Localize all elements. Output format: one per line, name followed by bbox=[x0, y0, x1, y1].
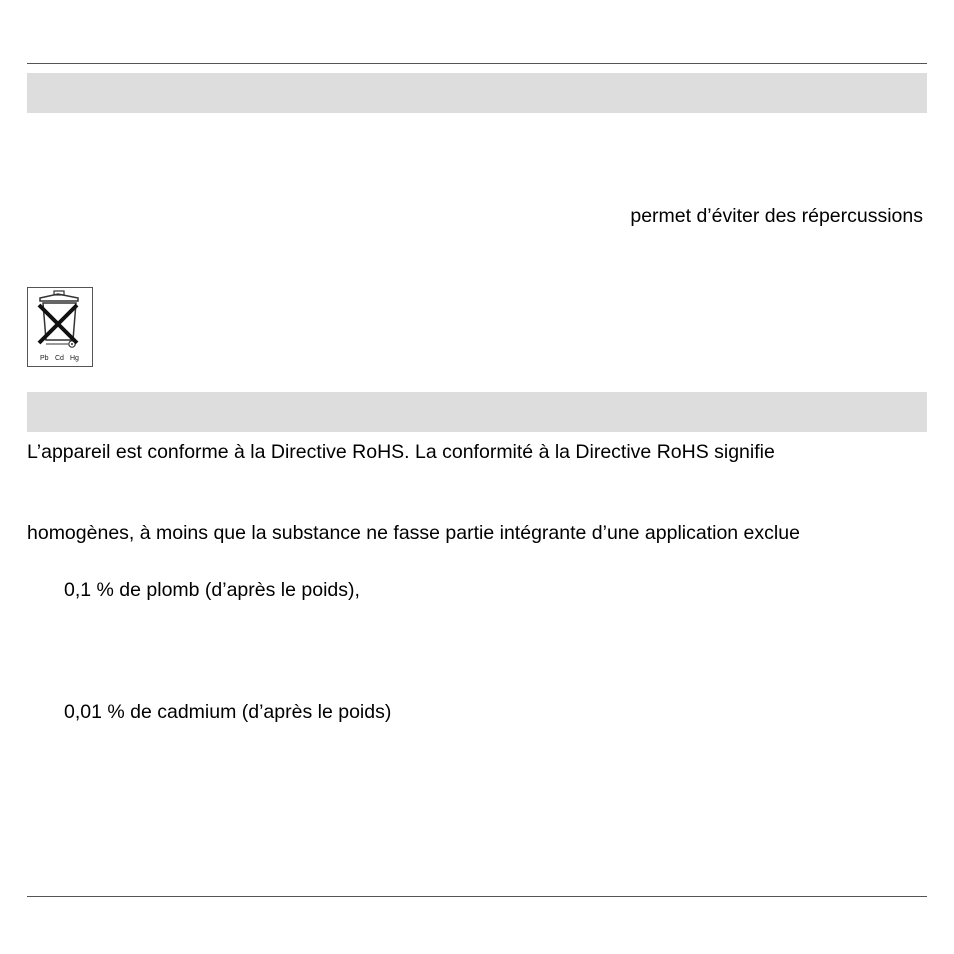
rohs-paragraph-line-2: homogènes, à moins que la substance ne fasse partie intégrante d’une application exclue bbox=[27, 522, 800, 544]
label-hg: Hg bbox=[70, 355, 79, 362]
rohs-paragraph-line-1: L’appareil est conforme à la Directive RoHS. La conformité à la Directive RoHS signifie bbox=[27, 441, 775, 463]
label-pb: Pb bbox=[40, 355, 49, 362]
section-header-band-2 bbox=[27, 392, 927, 432]
crossed-out-wheeled-bin-icon bbox=[27, 287, 93, 367]
top-rule bbox=[27, 63, 927, 64]
section-header-band-1 bbox=[27, 73, 927, 113]
bottom-rule bbox=[27, 896, 927, 897]
text-line-repercussions: permet d’éviter des répercussions bbox=[630, 205, 923, 227]
label-cd: Cd bbox=[55, 355, 64, 362]
rohs-list-item-cadmium: 0,01 % de cadmium (d’après le poids) bbox=[64, 701, 392, 723]
rohs-list-item-lead: 0,1 % de plomb (d’après le poids), bbox=[64, 579, 360, 601]
